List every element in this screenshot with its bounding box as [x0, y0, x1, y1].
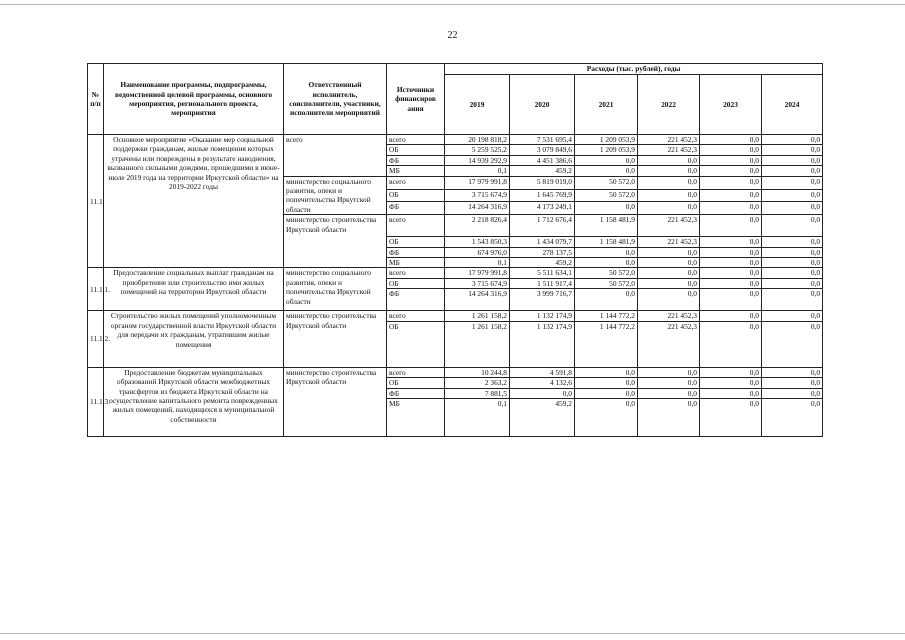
cell-value: 0,0 [762, 237, 823, 247]
cell-value: 1 158 481,9 [575, 237, 638, 247]
cell-value: 0,0 [638, 388, 700, 398]
row-source: ФБ [387, 247, 445, 257]
cell-value: 0,0 [575, 247, 638, 257]
cell-value: 0,0 [700, 176, 762, 189]
table-row [88, 367, 823, 377]
cell-value: 0,0 [700, 289, 762, 311]
cell-value: 0,0 [700, 202, 762, 215]
cell-value: 0,0 [700, 155, 762, 165]
cell-value: 14 264 316,9 [445, 202, 510, 215]
row-responsible: министерство строительства Иркутской области [284, 215, 387, 268]
cell-value: 0,0 [575, 258, 638, 268]
cell-value: 0,0 [575, 155, 638, 165]
cell-value: 0,0 [638, 247, 700, 257]
cell-value: 0,0 [762, 258, 823, 268]
row-source: ФБ [387, 155, 445, 165]
cell-value: 0,0 [638, 155, 700, 165]
cell-value: 1 158 481,9 [575, 215, 638, 237]
row-name: Основное мероприятие «Оказание мер социальной поддержки гражданам, жилые помещения которых утрачены или повреждены в результате наводнения, вызванного сильными дождями, прошедшими в июне-июле 2019 года на территории Иркутской области» на 2019-2022 годы [104, 135, 284, 268]
scan-line [0, 633, 905, 634]
row-source: ОБ [387, 378, 445, 388]
cell-value: 1 132 174,9 [510, 321, 575, 367]
cell-value: 3 079 849,6 [510, 145, 575, 155]
cell-value: 1 261 158,2 [445, 311, 510, 321]
cell-value: 4 173 249,1 [510, 202, 575, 215]
cell-value: 0,0 [700, 135, 762, 145]
cell-value: 3 715 674,9 [445, 278, 510, 288]
cell-value: 4 451 386,6 [510, 155, 575, 165]
cell-value: 20 198 818,2 [445, 135, 510, 145]
row-source: всего [387, 215, 445, 237]
header-year: 2022 [638, 75, 700, 135]
cell-value: 14 264 316,9 [445, 289, 510, 311]
table-row [88, 311, 823, 321]
header-year: 2021 [575, 75, 638, 135]
cell-value: 4 132,6 [510, 378, 575, 388]
cell-value: 0,0 [700, 268, 762, 278]
cell-value: 0,0 [638, 289, 700, 311]
cell-value: 0,0 [700, 321, 762, 367]
cell-value: 0,0 [638, 398, 700, 436]
cell-value: 1 712 676,4 [510, 215, 575, 237]
cell-value: 0,0 [762, 289, 823, 311]
row-name: Строительство жилых помещений уполномоченным органом государственной власти Иркутской области для передачи их гражданам, утратившим жилые помещения [104, 311, 284, 367]
row-code: 11.1.2. [88, 311, 104, 367]
cell-value: 1 144 772,2 [575, 321, 638, 367]
cell-value: 5 259 525,2 [445, 145, 510, 155]
cell-value: 459,2 [510, 166, 575, 176]
cell-value: 50 572,0 [575, 176, 638, 189]
cell-value: 0,0 [700, 145, 762, 155]
row-source: ОБ [387, 278, 445, 288]
row-source: всего [387, 135, 445, 145]
cell-value: 0,0 [575, 378, 638, 388]
cell-value: 0,0 [762, 145, 823, 155]
cell-value: 459,2 [510, 398, 575, 436]
cell-value: 0,0 [762, 311, 823, 321]
row-source: МБ [387, 258, 445, 268]
scan-line [0, 4, 905, 5]
cell-value: 0,0 [700, 258, 762, 268]
budget-table [87, 63, 823, 437]
row-code: 11.1.3. [88, 367, 104, 436]
cell-value: 1 434 079,7 [510, 237, 575, 247]
cell-value: 1 261 158,2 [445, 321, 510, 367]
cell-value: 7 531 695,4 [510, 135, 575, 145]
row-source: всего [387, 367, 445, 377]
row-name: Предоставление бюджетам муниципальных образований Иркутской области межбюджетных трансфертов из бюджета Иркутской области на осуществление капитального ремонта поврежденных жилых помещений, находящихся в муниципальной собственности [104, 367, 284, 436]
cell-value: 5 511 634,1 [510, 268, 575, 278]
cell-value: 0,0 [510, 388, 575, 398]
cell-value: 221 452,3 [638, 145, 700, 155]
cell-value: 0,0 [700, 398, 762, 436]
cell-value: 221 452,3 [638, 215, 700, 237]
cell-value: 0,0 [762, 378, 823, 388]
cell-value: 50 572,0 [575, 268, 638, 278]
cell-value: 0,0 [700, 189, 762, 202]
cell-value: 0,0 [638, 278, 700, 288]
cell-value: 4 591,8 [510, 367, 575, 377]
row-source: ОБ [387, 189, 445, 202]
row-source: МБ [387, 166, 445, 176]
cell-value: 1 543 850,3 [445, 237, 510, 247]
header-year: 2023 [700, 75, 762, 135]
cell-value: 0,0 [762, 321, 823, 367]
header-name: Наименование программы, подпрограммы, ведомственной целевой программы, основного мероприятия, регионального проекта, мероприятия [104, 64, 284, 135]
header-num: № п/п [88, 64, 104, 135]
cell-value: 459,2 [510, 258, 575, 268]
cell-value: 0,0 [762, 176, 823, 189]
cell-value: 1 144 772,2 [575, 311, 638, 321]
cell-value: 1 132 174,9 [510, 311, 575, 321]
table-row [88, 135, 823, 145]
cell-value: 0,0 [638, 176, 700, 189]
cell-value: 0,0 [700, 278, 762, 288]
cell-value: 7 881,5 [445, 388, 510, 398]
cell-value: 14 939 292,9 [445, 155, 510, 165]
row-source: ОБ [387, 145, 445, 155]
cell-value: 5 819 019,0 [510, 176, 575, 189]
cell-value: 221 452,3 [638, 135, 700, 145]
cell-value: 0,0 [762, 135, 823, 145]
cell-value: 1 209 053,9 [575, 145, 638, 155]
cell-value: 0,0 [575, 289, 638, 311]
cell-value: 0,1 [445, 398, 510, 436]
cell-value: 0,0 [575, 202, 638, 215]
row-responsible: министерство строительства Иркутской области [284, 367, 387, 436]
cell-value: 2 363,2 [445, 378, 510, 388]
table-row [88, 268, 823, 278]
cell-value: 0,0 [762, 247, 823, 257]
cell-value: 0,0 [762, 367, 823, 377]
row-source: ФБ [387, 202, 445, 215]
cell-value: 50 572,0 [575, 189, 638, 202]
cell-value: 221 452,3 [638, 321, 700, 367]
cell-value: 0,0 [762, 398, 823, 436]
cell-value: 10 244,8 [445, 367, 510, 377]
cell-value: 1 209 053,9 [575, 135, 638, 145]
row-source: ФБ [387, 388, 445, 398]
cell-value: 0,0 [638, 202, 700, 215]
header-source: Источники финансиров ания [387, 64, 445, 135]
header-year: 2020 [510, 75, 575, 135]
cell-value: 0,0 [762, 268, 823, 278]
cell-value: 0,0 [700, 311, 762, 321]
cell-value: 0,0 [700, 378, 762, 388]
header-responsible: Ответственный исполнитель, соисполнители, участники, исполнители мероприятий [284, 64, 387, 135]
row-source: ОБ [387, 321, 445, 367]
header-year: 2019 [445, 75, 510, 135]
row-source: всего [387, 311, 445, 321]
cell-value: 221 452,3 [638, 237, 700, 247]
cell-value: 0,0 [638, 367, 700, 377]
cell-value: 0,0 [762, 388, 823, 398]
cell-value: 50 572,0 [575, 278, 638, 288]
header-year: 2024 [762, 75, 823, 135]
cell-value: 0,0 [762, 155, 823, 165]
cell-value: 0,0 [762, 215, 823, 237]
row-responsible: всего [284, 135, 387, 177]
cell-value: 0,1 [445, 166, 510, 176]
cell-value: 2 218 826,4 [445, 215, 510, 237]
row-source: МБ [387, 398, 445, 436]
row-source: ФБ [387, 289, 445, 311]
cell-value: 0,0 [700, 166, 762, 176]
cell-value: 0,0 [762, 166, 823, 176]
cell-value: 674 976,0 [445, 247, 510, 257]
cell-value: 0,1 [445, 258, 510, 268]
cell-value: 17 979 991,8 [445, 268, 510, 278]
row-responsible: министерство социального развития, опеки и попечительства Иркутской области [284, 176, 387, 215]
row-name: Предоставление социальных выплат гражданам на приобретение или строительство ими жилых помещений на территории Иркутской области [104, 268, 284, 311]
cell-value: 0,0 [762, 202, 823, 215]
cell-value: 0,0 [762, 278, 823, 288]
cell-value: 0,0 [575, 398, 638, 436]
cell-value: 0,0 [575, 166, 638, 176]
cell-value: 221 452,3 [638, 311, 700, 321]
cell-value: 0,0 [575, 367, 638, 377]
row-source: всего [387, 268, 445, 278]
row-code: 11.1. [88, 135, 104, 268]
cell-value: 0,0 [638, 268, 700, 278]
cell-value: 1 645 769,9 [510, 189, 575, 202]
cell-value: 0,0 [700, 388, 762, 398]
cell-value: 3 999 716,7 [510, 289, 575, 311]
row-responsible: министерство строительства Иркутской области [284, 311, 387, 367]
cell-value: 3 715 674,9 [445, 189, 510, 202]
table-body [88, 135, 823, 437]
cell-value: 0,0 [700, 247, 762, 257]
cell-value: 0,0 [575, 388, 638, 398]
cell-value: 17 979 991,8 [445, 176, 510, 189]
cell-value: 278 137,5 [510, 247, 575, 257]
row-source: всего [387, 176, 445, 189]
cell-value: 0,0 [700, 367, 762, 377]
row-responsible: министерство социального развития, опеки и попечительства Иркутской области [284, 268, 387, 311]
row-source: ОБ [387, 237, 445, 247]
header-expenses: Расходы (тыс. рублей), годы [445, 64, 823, 75]
cell-value: 0,0 [700, 215, 762, 237]
cell-value: 0,0 [638, 189, 700, 202]
cell-value: 0,0 [638, 378, 700, 388]
row-code: 11.1.1. [88, 268, 104, 311]
cell-value: 0,0 [638, 166, 700, 176]
cell-value: 0,0 [638, 258, 700, 268]
cell-value: 1 511 917,4 [510, 278, 575, 288]
page-number: 22 [447, 30, 458, 41]
cell-value: 0,0 [700, 237, 762, 247]
cell-value: 0,0 [762, 189, 823, 202]
